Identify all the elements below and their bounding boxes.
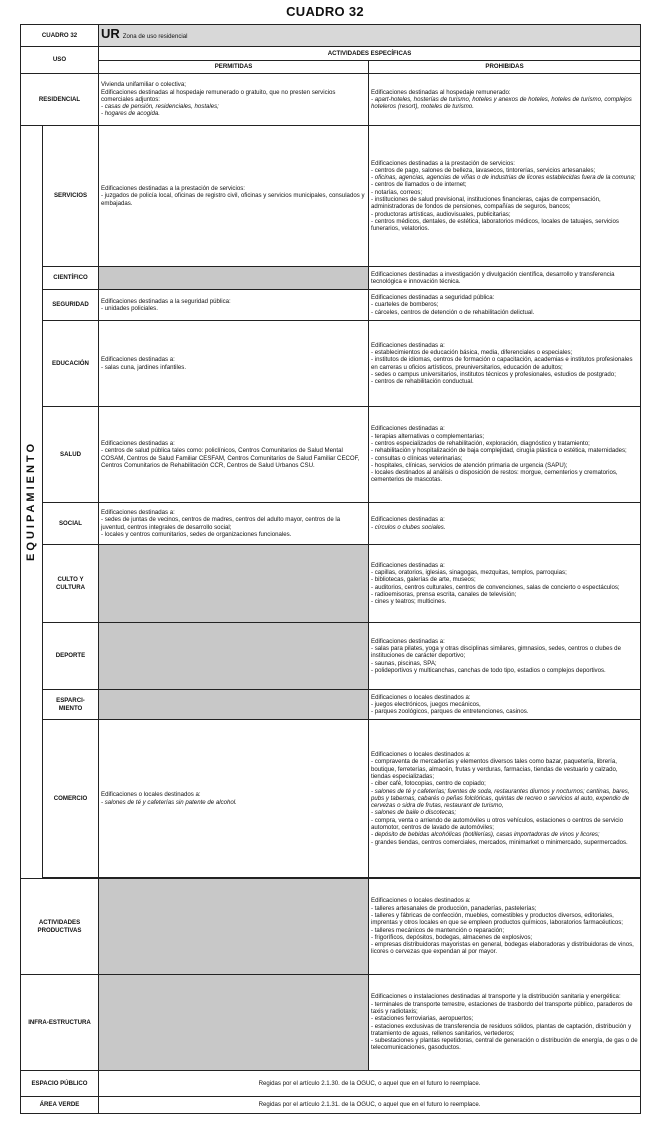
text-line: - cárceles, centros de detención o de rehabilitación delictual. bbox=[371, 308, 535, 316]
text-line: - hogares de acogida. bbox=[101, 110, 160, 118]
text-line: - juzgados de policía local, oficinas de registro civil, oficinas y servicios municipales, consulados y embajadas. bbox=[101, 192, 365, 207]
label-culto: CULTO Y CULTURA bbox=[43, 545, 99, 623]
label-esparcimiento: ESPARCI-MIENTO bbox=[43, 690, 99, 720]
label-deporte: DEPORTE bbox=[43, 623, 99, 690]
text-line: Edificaciones destinadas a: bbox=[101, 439, 175, 447]
text-line: Edificaciones destinadas a: bbox=[371, 425, 445, 433]
row-infraestructura bbox=[21, 975, 641, 1071]
row-productivas bbox=[21, 879, 641, 975]
prohibidas-culto bbox=[369, 545, 641, 623]
text-line: - centros de llamados o de internet; bbox=[371, 181, 467, 189]
permitidas-cientifico bbox=[99, 267, 369, 290]
text-line: - rehabilitación y hospitalización de baja complejidad, cirugía plástica o estética, maternidades; bbox=[371, 447, 627, 455]
text-line: - compra, venta o arriendo de automóviles u otros vehículos, estaciones o centros de servicio automotor, centros de lavado de automóviles; bbox=[371, 816, 624, 832]
text-line: - sedes o campus universitarios, institutos técnicos y profesionales, estudios de postgrado; bbox=[371, 370, 616, 378]
text-line: Edificaciones destinadas a: bbox=[371, 637, 445, 645]
row-esparcimiento bbox=[21, 690, 641, 720]
text-line: - polideportivos y multicanchas, canchas de todo tipo, estadios o complejos deportivos. bbox=[371, 666, 606, 674]
text-line: - compraventa de mercaderías y elementos diversos tales como bazar, paquetería, librería, boutique, ferreterías, almacén, frutas y verduras, farmacias, tiendas de vestuario y calzado, tiendas especializadas; bbox=[371, 758, 618, 780]
text-espacio-publico: Regidas por el artículo 2.1.30. de la OGUC, o aquel que en el futuro lo reemplace. bbox=[99, 1071, 641, 1097]
text-line: Edificaciones destinadas a seguridad pública: bbox=[371, 294, 495, 302]
permitidas-salud bbox=[99, 407, 369, 503]
text-line: Edificaciones destinadas al hospedaje remunerado o gratuito, que no presten servicios comerciales adjuntos: bbox=[101, 88, 336, 103]
uso-header: USO bbox=[21, 47, 99, 74]
text-line: - depósito de bebidas alcohólicas (botillerías), casas importadoras de vinos y licores; bbox=[371, 831, 600, 839]
text-line: - radioemisoras, prensa escrita, canales de televisión; bbox=[371, 590, 517, 598]
text-line: Edificaciones o locales destinados a: bbox=[101, 791, 201, 799]
text-line: Edificaciones destinadas a la prestación de servicios: bbox=[101, 185, 245, 193]
prohibidas-esparcimiento bbox=[369, 690, 641, 720]
text-line: - salas cuna, jardines infantiles. bbox=[101, 363, 187, 371]
prohibidas-deporte bbox=[369, 623, 641, 690]
text-line: - juegos electrónicos, juegos mecánicos, bbox=[371, 700, 481, 708]
text-line: - locales y centros comunitarios, sedes de organizaciones funcionales. bbox=[101, 530, 292, 538]
prohibidas-header: PROHIBIDAS bbox=[369, 61, 641, 74]
text-line: Vivienda unifamiliar o colectiva; bbox=[101, 81, 186, 89]
text-line: - instituciones de salud previsional, instituciones financieras, cajas de compensación, administradoras de fondos de pensiones, compañías de seguros, bancos; bbox=[371, 196, 601, 211]
text-line: - centros de pago, salones de belleza, lavasecos, tintorerías, servicios artesanales; bbox=[371, 166, 596, 174]
label-residencial: RESIDENCIAL bbox=[21, 74, 99, 126]
text-line: - cuarteles de bomberos; bbox=[371, 301, 439, 309]
text-line: - apart-hoteles, hosterías de turismo, hoteles y anexos de hoteles, hoteles de turismo, complejos hoteleros (resort), moteles de turismo. bbox=[371, 95, 632, 111]
text-line: - establecimientos de educación básica, media, diferenciales o especiales; bbox=[371, 348, 573, 356]
label-cientifico: CIENTÍFICO bbox=[43, 267, 99, 290]
label-productivas: ACTIVIDADES PRODUCTIVAS bbox=[21, 879, 99, 975]
header-row-code bbox=[21, 25, 641, 47]
prohibidas-productivas bbox=[369, 879, 641, 975]
label-area-verde: ÁREA VERDE bbox=[21, 1097, 99, 1114]
text-line: Edificaciones destinadas a: bbox=[371, 516, 445, 524]
text-line: - oficinas, agencias, agencias de viñas o de industrias de licores establecidas fuera de la comuna; bbox=[371, 174, 636, 182]
text-line: - centros médicos, dentales, de estética, laboratorios médicos, locales de tatuajes, servicios funerarios, velatorios. bbox=[371, 217, 619, 233]
text-line: - centros especializados de rehabilitación, exploración, diagnóstico y tratamiento; bbox=[371, 439, 590, 447]
label-comercio: COMERCIO bbox=[43, 720, 99, 878]
text-line: - grandes tiendas, centros comerciales, mercados, minimarket o minimercado, supermercados. bbox=[371, 838, 628, 846]
label-seguridad: SEGURIDAD bbox=[43, 290, 99, 321]
text-line: - salones de té y cafeterías; fuentes de soda, restaurantes diurnos y nocturnos; cantinas, bares, pubs y tabernas, cabarés o peñas folclóricas, quintas de recreo o servicios al auto, expendio de cervezas o sidra de frutas, restaurant de turismo, bbox=[371, 787, 630, 810]
header-row-actividades bbox=[21, 47, 641, 61]
text-line: - frigoríficos, depósitos, bodegas, almacenes de explosivos; bbox=[371, 933, 533, 941]
text-line: Edificaciones destinadas a la prestación de servicios: bbox=[371, 159, 515, 167]
text-line: - sedes de juntas de vecinos, centros de madres, centros del adulto mayor, centros de la juventud, centros integrales de desarrollo social; bbox=[101, 516, 341, 531]
text-line: - salones de baile o discotecas; bbox=[371, 809, 457, 817]
text-line: - terapias alternativas o complementarias; bbox=[371, 432, 485, 440]
text-line: - unidades policiales. bbox=[101, 305, 158, 312]
text-line: - locales destinados al análisis o disposición de restos: morgue, cementerios y crematorios, cementerios de mascotas. bbox=[371, 469, 618, 484]
text-line: - salones de té y cafeterías sin patente de alcohol. bbox=[101, 798, 237, 806]
text-line: - institutos de idiomas, centros de formación o capacitación, academias e institutos profesionales en carreras u oficios artísticos, preuniversitarios, educación de adultos; bbox=[371, 356, 633, 371]
row-area-verde bbox=[21, 1097, 641, 1114]
permitidas-residencial bbox=[99, 74, 369, 126]
label-espacio-publico: ESPACIO PÚBLICO bbox=[21, 1071, 99, 1097]
zone-code: UR bbox=[101, 26, 120, 42]
text-line: - talleres artesanales de producción, panaderías, pastelerías; bbox=[371, 904, 537, 912]
row-residencial bbox=[21, 74, 641, 126]
text-area-verde: Regidas por el artículo 2.1.31. de la OGUC, o aquel que en el futuro lo reemplace. bbox=[99, 1097, 641, 1114]
label-educacion: EDUCACIÓN bbox=[43, 321, 99, 407]
row-servicios bbox=[21, 126, 641, 267]
permitidas-comercio bbox=[99, 720, 369, 878]
text-line: - bibliotecas, galerías de arte, museos; bbox=[371, 576, 476, 584]
permitidas-servicios bbox=[99, 126, 369, 267]
row-espacio-publico bbox=[21, 1071, 641, 1097]
equipamiento-label bbox=[21, 126, 43, 879]
permitidas-productivas bbox=[99, 879, 369, 975]
prohibidas-seguridad bbox=[369, 290, 641, 321]
text-line: Edificaciones o instalaciones destinadas al transporte y la distribución sanitaria y energética: bbox=[371, 993, 621, 1001]
text-line: - talleres mecánicos de mantención o reparación; bbox=[371, 926, 505, 934]
row-educacion bbox=[21, 321, 641, 407]
text-line: - cines y teatros; multicines. bbox=[371, 598, 447, 606]
label-social: SOCIAL bbox=[43, 503, 99, 545]
text-line: Edificaciones destinadas a investigación y divulgación científica, desarrollo y transferencia tecnológica e innovación técnica. bbox=[371, 270, 615, 285]
zone-name: Zona de uso residencial bbox=[122, 33, 188, 41]
text-line: - saunas, piscinas, SPA; bbox=[371, 659, 437, 667]
text-line: Edificaciones o locales destinados a: bbox=[371, 751, 471, 759]
text-line: - notarías, correos; bbox=[371, 188, 423, 196]
prohibidas-comercio bbox=[369, 720, 641, 878]
header-row-columns bbox=[21, 61, 641, 74]
permitidas-culto bbox=[99, 545, 369, 623]
text-line: - subestaciones y plantas repetidoras, central de generación o distribución de energía, de gas o de telecomunicaciones, gasoductos. bbox=[371, 1037, 638, 1052]
text-line: - empresas distribuidoras mayoristas en general, bodegas elaboradoras y distribuidoras de vinos, licores o cervezas que expendan al por mayor. bbox=[371, 941, 634, 956]
text-line: - parques zoológicos, parques de entretenciones, casinos. bbox=[371, 708, 529, 716]
row-culto bbox=[21, 545, 641, 623]
text-line: Edificaciones o locales destinados a: bbox=[371, 693, 471, 701]
text-line: - estaciones ferroviarias, aeropuertos; bbox=[371, 1015, 474, 1023]
text-line: Edificaciones destinadas a la seguridad pública: bbox=[101, 297, 231, 305]
permitidas-header: PERMITIDAS bbox=[99, 61, 369, 74]
row-salud bbox=[21, 407, 641, 503]
text-line: - centros de salud pública tales como: policlínicos, Centros Comunitarios de Salud Mental COSAM, Centros de Salud Familiar CESFAM, Centros Comunitarios de Salud Familiar CECOF, Centros Comunitarios de Rehabilitación CCR, Centros de Salud Urbanos CSU. bbox=[101, 447, 360, 469]
text-line: - estaciones exclusivas de transferencia de residuos sólidos, plantas de captación, distribución y tratamiento de aguas, rellenos sanitarios, vertederos; bbox=[371, 1022, 632, 1037]
permitidas-seguridad bbox=[99, 290, 369, 321]
permitidas-educacion bbox=[99, 321, 369, 407]
text-line: Edificaciones destinadas a: bbox=[101, 508, 175, 516]
prohibidas-residencial bbox=[369, 74, 641, 126]
text-line: - casas de pensión, residenciales, hostales; bbox=[101, 103, 219, 111]
text-line: - salas para pilates, yoga y otras disciplinas similares, gimnasios, sedes, centros o clubes de instituciones de carácter deportivo; bbox=[371, 645, 621, 660]
text-line: - centros de rehabilitación conductual. bbox=[371, 378, 474, 386]
prohibidas-cientifico bbox=[369, 267, 641, 290]
text-line: - consultas o clínicas veterinarias; bbox=[371, 454, 463, 462]
text-line: Edificaciones destinadas a: bbox=[371, 341, 445, 349]
text-line: Edificaciones o locales destinados a: bbox=[371, 897, 471, 905]
text-line: - capillas, oratorios, iglesias, sinagogas, mezquitas, templos, parroquias; bbox=[371, 568, 567, 576]
header-code: CUADRO 32 bbox=[21, 25, 99, 47]
prohibidas-educacion bbox=[369, 321, 641, 407]
text-line: - talleres y fábricas de confección, muebles, comestibles y productos diversos, editoriales, imprentas y otros locales en que se empleen productos químicos, laboratorios farmacéuticos; bbox=[371, 911, 624, 927]
text-line: - auditorios, centros culturales, centros de convenciones, salas de concierto o espectáculos; bbox=[371, 583, 620, 591]
text-line: - productoras artísticas, audiovisuales, publicitarias; bbox=[371, 210, 511, 218]
permitidas-deporte bbox=[99, 623, 369, 690]
prohibidas-salud bbox=[369, 407, 641, 503]
prohibidas-infraestructura bbox=[369, 975, 641, 1071]
text-line: Edificaciones destinadas a: bbox=[371, 561, 445, 569]
row-cientifico bbox=[21, 267, 641, 290]
prohibidas-social bbox=[369, 503, 641, 545]
label-salud: SALUD bbox=[43, 407, 99, 503]
text-line: - ciber café, fotocopias, centro de copiado; bbox=[371, 780, 486, 788]
text-line: - círculos o clubes sociales. bbox=[371, 523, 446, 531]
label-infraestructura: INFRA-ESTRUCTURA bbox=[21, 975, 99, 1071]
permitidas-infraestructura bbox=[99, 975, 369, 1071]
text-line: Edificaciones destinadas a: bbox=[101, 356, 175, 364]
text-line: Edificaciones destinadas al hospedaje remunerado: bbox=[371, 88, 511, 96]
row-seguridad bbox=[21, 290, 641, 321]
row-deporte bbox=[21, 623, 641, 690]
header-zone bbox=[99, 25, 641, 47]
zoning-table bbox=[20, 24, 641, 1114]
row-social bbox=[21, 503, 641, 545]
row-comercio bbox=[21, 720, 641, 878]
equipamiento-text: EQUIPAMIENTO bbox=[24, 440, 37, 561]
text-line: - terminales de transporte terrestre, estaciones de trasbordo del transporte público, paraderos de taxis y radiotaxis; bbox=[371, 1000, 633, 1015]
permitidas-social bbox=[99, 503, 369, 545]
prohibidas-servicios bbox=[369, 126, 641, 267]
document-title: CUADRO 32 bbox=[286, 4, 364, 19]
permitidas-esparcimiento bbox=[99, 690, 369, 720]
text-line: - hospitales, clínicas, servicios de atención primaria de urgencia (SAPU); bbox=[371, 461, 568, 469]
label-servicios: SERVICIOS bbox=[43, 126, 99, 267]
actividades-header: ACTIVIDADES ESPECÍFICAS bbox=[99, 47, 641, 61]
